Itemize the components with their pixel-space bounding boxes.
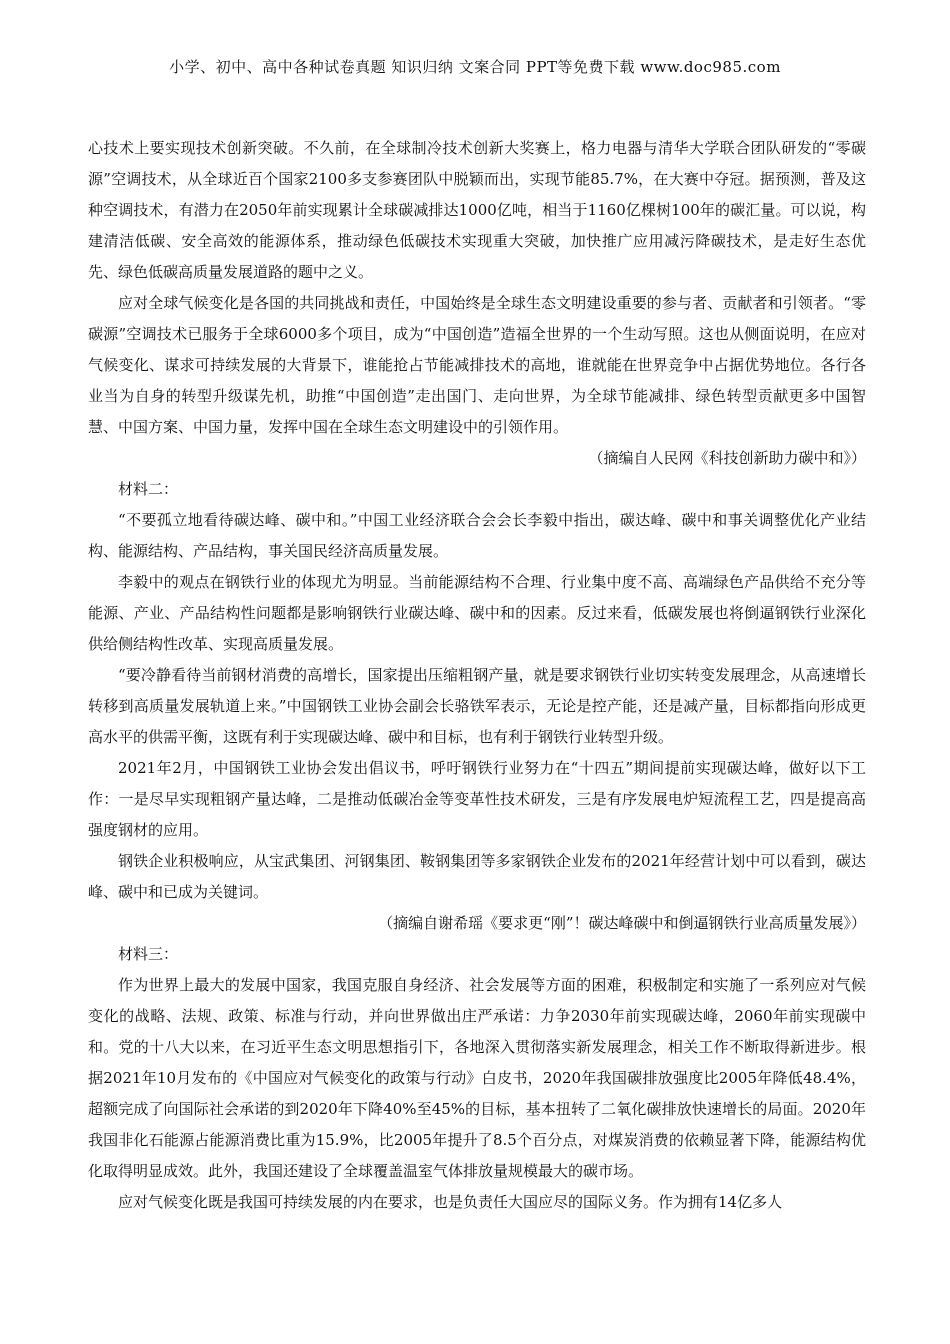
- paragraph: 2021年2月，中国钢铁工业协会发出倡议书，呼吁钢铁行业努力在“十四五”期间提前实现碳达峰，做好以下工作：一是尽早实现粗钢产量达峰，二是推动低碳冶金等变革性技术研发，三是有序发展电炉短流程工艺，四是提高高强度钢材的应用。: [88, 759, 866, 839]
- paragraph: “要冷静看待当前钢材消费的高增长，国家提出压缩粗钢产量，就是要求钢铁行业切实转变发展理念，从高速增长转移到高质量发展轨道上来。”中国钢铁工业协会副会长骆铁军表示，无论是控产能，还是减产量，目标都指向形成更高水平的供需平衡，这既有利于实现碳达峰、碳中和目标，也有利于钢铁行业转型升级。: [88, 666, 866, 746]
- material-label: 材料三：: [118, 945, 179, 963]
- source-citation: （摘编自人民网《科技创新助力碳中和》）: [588, 449, 866, 467]
- page-header: 小学、初中、高中各种试卷真题 知识归纳 文案合同 PPT等免费下载 www.doc985.com: [169, 58, 781, 76]
- material-label: 材料二：: [118, 480, 179, 498]
- document-body: [88, 133, 866, 1218]
- paragraph: 李毅中的观点在钢铁行业的体现尤为明显。当前能源结构不合理、行业集中度不高、高端绿色产品供给不充分等能源、产业、产品结构性问题都是影响钢铁行业碳达峰、碳中和的因素。反过来看，低碳发展也将倒逼钢铁行业深化供给侧结构性改革、实现高质量发展。: [88, 573, 866, 653]
- source-citation: （摘编自谢希瑶《要求更“刚”！碳达峰碳中和倒逼钢铁行业高质量发展》）: [378, 914, 866, 932]
- paragraph: 钢铁企业积极响应，从宝武集团、河钢集团、鞍钢集团等多家钢铁企业发布的2021年经营计划中可以看到，碳达峰、碳中和已成为关键词。: [88, 852, 866, 901]
- paragraph: 应对气候变化既是我国可持续发展的内在要求，也是负责任大国应尽的国际义务。作为拥有14亿多人: [118, 1193, 783, 1211]
- paragraph: 心技术上要实现技术创新突破。不久前，在全球制冷技术创新大奖赛上，格力电器与清华大学联合团队研发的“零碳源”空调技术，从全球近百个国家2100多支参赛团队中脱颖而出，实现节能85.7%，在大赛中夺冠。据预测，普及这种空调技术，有潜力在2050年前实现累计全球碳减排达1000亿吨，相当于1160亿棵树100年的碳汇量。可以说，构建清洁低碳、安全高效的能源体系，推动绿色低碳技术实现重大突破，加快推广应用减污降碳技术，是走好生态优先、绿色低碳高质量发展道路的题中之义。: [88, 139, 866, 281]
- paragraph: 作为世界上最大的发展中国家，我国克服自身经济、社会发展等方面的困难，积极制定和实施了一系列应对气候变化的战略、法规、政策、标准与行动，并向世界做出庄严承诺：力争2030年前实现碳达峰，2060年前实现碳中和。党的十八大以来，在习近平生态文明思想指引下，各地深入贯彻落实新发展理念，相关工作不断取得新进步。根据2021年10月发布的《中国应对气候变化的政策与行动》白皮书，2020年我国碳排放强度比2005年降低48.4%，超额完成了向国际社会承诺的到2020年下降40%至45%的目标，基本扭转了二氧化碳排放快速增长的局面。2020年我国非化石能源占能源消费比重为15.9%，比2005年提升了8.5个百分点，对煤炭消费的依赖显著下降，能源结构优化取得明显成效。此外，我国还建设了全球覆盖温室气体排放量规模最大的碳市场。: [88, 976, 866, 1180]
- paragraph: 应对全球气候变化是各国的共同挑战和责任，中国始终是全球生态文明建设重要的参与者、贡献者和引领者。“零碳源”空调技术已服务于全球6000多个项目，成为“中国创造”造福全世界的一个生动写照。这也从侧面说明，在应对气候变化、谋求可持续发展的大背景下，谁能抢占节能减排技术的高地，谁就能在世界竞争中占据优势地位。各行各业当为自身的转型升级谋先机，助推“中国创造”走出国门、走向世界，为全球节能减排、绿色转型贡献更多中国智慧、中国方案、中国力量，发挥中国在全球生态文明建设中的引领作用。: [88, 294, 866, 436]
- paragraph: “不要孤立地看待碳达峰、碳中和。”中国工业经济联合会会长李毅中指出，碳达峰、碳中和事关调整优化产业结构、能源结构、产品结构，事关国民经济高质量发展。: [88, 511, 866, 560]
